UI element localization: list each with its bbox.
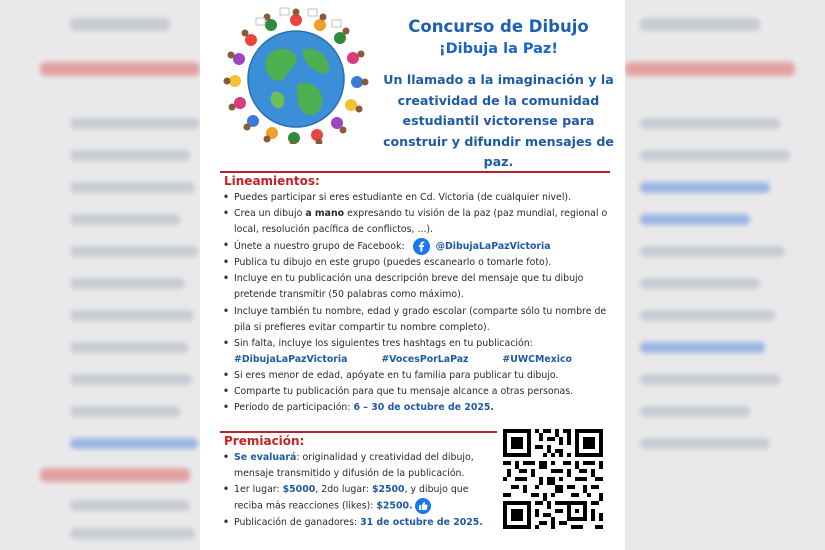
facebook-group-link[interactable]: @DibujaLaPazVictoria <box>435 240 551 252</box>
prize-text: , y dibujo que reciba más reacciones (likes): <box>234 484 469 512</box>
guideline-text: Si eres menor de edad, apóyate en tu familia para publicar tu dibujo. <box>234 369 559 381</box>
hashtag: #UWCMexico <box>502 353 572 365</box>
guideline-emphasis: a mano <box>305 208 345 220</box>
prize-emphasis: Se evaluará <box>234 452 297 463</box>
hashtag-list <box>234 352 572 368</box>
qr-code[interactable] <box>503 428 603 530</box>
winners-date: 31 de octubre de 2025. <box>360 516 483 528</box>
guideline-text: Comparte tu publicación para que tu mensaje alcance a otras personas. <box>234 386 574 398</box>
poster-subtitle: ¡Dibuja la Paz! <box>438 41 558 57</box>
guideline-item <box>220 384 610 400</box>
prize-text: 1er lugar: <box>234 484 283 496</box>
second-prize-amount: $2500 <box>371 484 405 496</box>
guidelines-heading: Lineamientos: <box>224 174 320 188</box>
guideline-item <box>220 255 610 271</box>
guideline-text: • Únete a nuestro grupo de Facebook: <box>234 240 405 252</box>
guideline-item <box>220 368 610 384</box>
guideline-text: Sin falta, incluye los siguientes tres hashtags en tu publicación: <box>234 337 533 349</box>
prize-item <box>220 450 497 482</box>
guideline-item <box>220 190 610 206</box>
like-icon <box>415 498 431 514</box>
hashtag: #DibujaLaPazVictoria <box>234 353 348 365</box>
prizes-heading: Premiación: <box>224 434 305 448</box>
section-divider <box>220 171 610 173</box>
poster-tagline: Un llamado a la imaginación y la creatividad de la comunidad estudiantil victorense para construir y difundir mensajes de paz. <box>383 72 614 169</box>
guideline-text: Publica tu dibujo en este grupo (puedes escanearlo o tomarle foto). <box>234 257 552 269</box>
prize-item <box>220 482 497 515</box>
guideline-item <box>220 271 610 303</box>
globe-illustration <box>220 6 372 144</box>
prize-text: Publicación de ganadores: <box>234 516 361 528</box>
likes-prize-amount: $2500. <box>376 500 413 512</box>
guideline-item <box>220 304 610 336</box>
guideline-text: Incluye en tu publicación una descripción breve del mensaje que tu dibujo pretende transmitir (50 palabras como máximo). <box>234 273 584 301</box>
guideline-text: Crea un dibujo <box>234 208 306 220</box>
guidelines-section <box>220 171 610 416</box>
contest-poster <box>200 0 625 550</box>
guideline-item <box>220 206 610 238</box>
prize-item <box>220 515 497 531</box>
guideline-text: expresando tu visión de la paz (paz mundial, regional o local, resolución pacífica de conflictos, ...). <box>234 208 608 236</box>
poster-header <box>372 0 625 173</box>
prizes-section <box>220 431 497 531</box>
participation-period: 6 – 30 de octubre de 2025. <box>353 402 494 414</box>
facebook-icon <box>413 238 430 255</box>
first-prize-amount: $5000 <box>282 484 316 496</box>
hashtag: #VocesPorLaPaz <box>381 353 469 365</box>
guideline-text: Puedes participar si eres estudiante en Cd. Victoria (de cualquier nivel). <box>234 192 572 203</box>
guideline-text: Incluye también tu nombre, edad y grado escolar (comparte sólo tu nombre de pila si prefieres evitar compartir tu nombre completo). <box>234 305 607 333</box>
poster-title: Concurso de Dibujo <box>408 17 589 36</box>
guideline-text: Periodo de participación: <box>234 402 354 414</box>
prize-text: : originalidad y creatividad del dibujo, mensaje transmitido y difusión de la publicación. <box>234 452 474 480</box>
section-divider <box>220 431 497 433</box>
guidelines-list <box>220 190 610 416</box>
prize-text: , 2do lugar: <box>315 484 372 496</box>
prizes-list <box>220 450 497 531</box>
guideline-item <box>220 238 610 255</box>
guideline-item <box>220 336 610 368</box>
guideline-item <box>220 400 610 416</box>
